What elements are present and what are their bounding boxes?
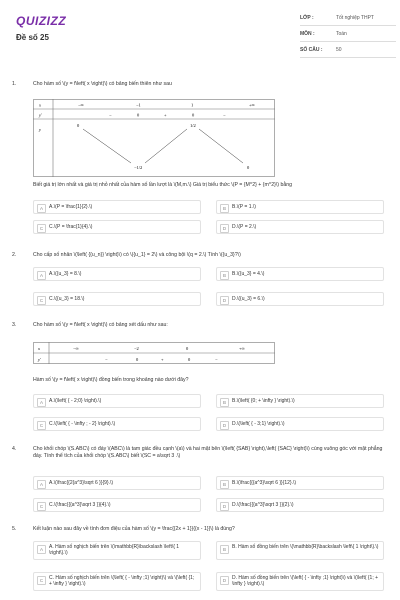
option-text: B.\(\left( {0; + \infty } \right).\) [232,398,295,404]
option-letter: D [220,224,229,233]
option-letter: A [37,271,46,280]
option-letter: D [220,576,229,585]
question-number: 2. [12,252,17,258]
sign-value: − [215,357,218,362]
x-value: 1 [191,102,194,108]
sign-value: 0 [136,357,139,362]
option-c[interactable] [33,572,201,591]
question-followup: Biết giá trị lớn nhất và giá trị nhỏ nhất của hàm số lần lượt là \(M,m.\) Giá trị biểu thức \(P = {M^2} + {m^2}\) bằng [33,182,292,188]
meta-row-subject [300,26,396,42]
sign-value: − [105,357,108,362]
meta-value: Toán [336,30,347,37]
meta-value: Tốt nghiệp THPT [336,14,374,21]
option-d[interactable] [216,572,384,591]
option-a[interactable] [33,200,201,214]
option-text: D.\(\frac{{{a^3}\sqrt 3 }}{2}.\) [232,502,294,508]
sign-value: 0 [188,357,191,362]
option-text: C.\(\left( { - \infty ; - 2} \right).\) [49,421,116,427]
option-a[interactable] [33,394,201,408]
header [0,0,400,68]
x-value: −∞ [78,102,84,108]
arrow-decrease [83,129,131,163]
option-c[interactable] [33,417,201,431]
sign-value: 0 [137,112,140,118]
meta-key: SỐ CÂU : [300,46,323,53]
option-letter: A [37,204,46,213]
option-letter: B [220,480,229,489]
option-text: A.\({u_3} = 8.\) [49,271,82,277]
arrow-decrease [199,129,243,163]
option-b[interactable] [216,541,384,560]
option-letter: B [220,204,229,213]
row-label-x: x [38,346,40,351]
y-value: 0 [77,123,80,128]
option-text: A. Hàm số nghịch biến trên \(\mathbb{R}\backslash \left\{ 1 \right\}.\) [49,544,180,556]
option-letter: A [37,480,46,489]
option-text: C. Hàm số nghịch biến trên \(\left( { - \infty ;1} \right)\) và \(\left( {1; + \infty } \right).\) [49,575,195,587]
meta-panel [300,10,396,58]
x-value: +∞ [239,346,245,351]
x-value: −2 [134,346,139,351]
option-text: B.\(P = 1.\) [232,204,256,210]
option-letter: D [220,421,229,430]
y-value: 0 [247,165,250,170]
question-text: Cho hàm số \(y = f\left( x \right)\) có bảng xét dấu như sau: [33,322,168,328]
option-c[interactable] [33,498,201,512]
option-letter: C [37,224,46,233]
meta-row-count [300,42,396,58]
option-text: D.\(\left( { - 3;1} \right).\) [232,421,285,427]
option-text: B. Hàm số đồng biến trên \(\mathbb{R}\backslash \left\{ 1 \right\}.\) [232,544,379,550]
option-text: A.\(\frac{{2{a^3}\sqrt 6 }}{9}.\) [49,480,114,486]
option-d[interactable] [216,417,384,431]
option-b[interactable] [216,200,384,214]
option-text: A.\(\left( { - 2;0} \right).\) [49,398,102,404]
option-letter: A [37,398,46,407]
option-letter: A [37,545,46,554]
question-text: Cho cấp số nhân \(\left( {{u_n}} \right)\) có \({u_1} = 2\) và công bội \(q = 2.\) Tính \({u_3}?\) [33,252,241,258]
y-value: 1/2 [190,123,196,128]
option-text: C.\(\frac{{{a^3}\sqrt 3 }}{4}.\) [49,502,111,508]
option-letter: B [220,398,229,407]
x-value: +∞ [249,102,255,108]
x-value: 0 [186,346,189,351]
option-letter: D [220,296,229,305]
question-text: Cho khối chóp \(S.ABC\) có đáy \(ABC\) là tam giác đều cạnh \(a\) và hai mặt bên \(\left( {SAB} \right),\left( {SAC} \right)\) cùng vuông góc với mặt phẳng đáy. Tính thể tích của khối chóp \(S.ABC\) biết \(SC = a\sqrt 3 .\) [33,446,383,459]
row-label-x: x [39,102,41,108]
question-2 [12,252,388,312]
row-label-yp: y' [39,112,42,118]
x-value: −1 [136,102,141,108]
question-text: Kết luận nào sau đây về tính đơn điệu của hàm số \(y = \frac{{2x + 1}}{{x - 1}}\) là đúng? [33,526,235,532]
meta-key: MÔN : [300,30,315,37]
option-text: D.\({u_3} = 6.\) [232,296,265,302]
option-b[interactable] [216,394,384,408]
option-text: D. Hàm số đồng biến trên \(\left( { - \infty ;1} \right)\) và \(\left( {1; + \infty } \right).\) [232,575,379,587]
option-letter: B [220,271,229,280]
question-3 [12,322,388,442]
option-d[interactable] [216,292,384,306]
quizizz-logo: QUIZIZZ [16,14,67,28]
sign-value: + [161,357,164,362]
question-number: 4. [12,446,17,452]
y-value: −1/2 [134,165,143,170]
sign-table-3 [33,342,275,364]
question-number: 3. [12,322,17,328]
question-1 [12,81,388,231]
meta-row-class [300,10,396,26]
sign-value: 0 [192,112,195,118]
question-followup: Hàm số \(y = f\left( x \right)\) đồng biến trong khoảng nào dưới đây? [33,377,189,383]
row-label-y: y [39,127,41,132]
question-4 [12,446,388,516]
option-d[interactable] [216,498,384,512]
option-letter: C [37,502,46,511]
option-letter: D [220,502,229,511]
question-number: 5. [12,526,17,532]
option-text: B.\({u_3} = 4.\) [232,271,265,277]
sign-value: + [164,112,167,118]
x-value: −∞ [73,346,79,351]
option-letter: C [37,296,46,305]
arrow-increase [145,129,187,163]
option-a[interactable] [33,476,201,490]
sign-value: − [109,112,112,118]
exam-title: Đề số 25 [16,33,49,42]
row-label-yp: y' [38,357,41,362]
question-number: 1. [12,81,17,87]
option-b[interactable] [216,267,384,281]
sign-value: − [223,112,226,118]
option-letter: B [220,545,229,554]
option-a[interactable] [33,267,201,281]
question-text: Cho hàm số \(y = f\left( x \right)\) có bảng biến thiên như sau [33,81,172,87]
option-c[interactable] [33,292,201,306]
meta-key: LỚP : [300,14,314,21]
option-c[interactable] [33,220,201,234]
option-text: B.\(\frac{{{a^3}\sqrt 6 }}{12}.\) [232,480,297,486]
option-text: D.\(P = 2.\) [232,224,257,230]
variation-table-1 [33,99,275,177]
option-a[interactable] [33,541,201,560]
option-text: C.\({u_3} = 18.\) [49,296,85,302]
option-letter: C [37,421,46,430]
question-5 [12,526,388,598]
option-text: A.\(P = \frac{1}{2}.\) [49,204,93,210]
option-b[interactable] [216,476,384,490]
meta-value: 50 [336,46,342,53]
option-d[interactable] [216,220,384,234]
option-text: C.\(P = \frac{1}{4}.\) [49,224,93,230]
option-letter: C [37,576,46,585]
